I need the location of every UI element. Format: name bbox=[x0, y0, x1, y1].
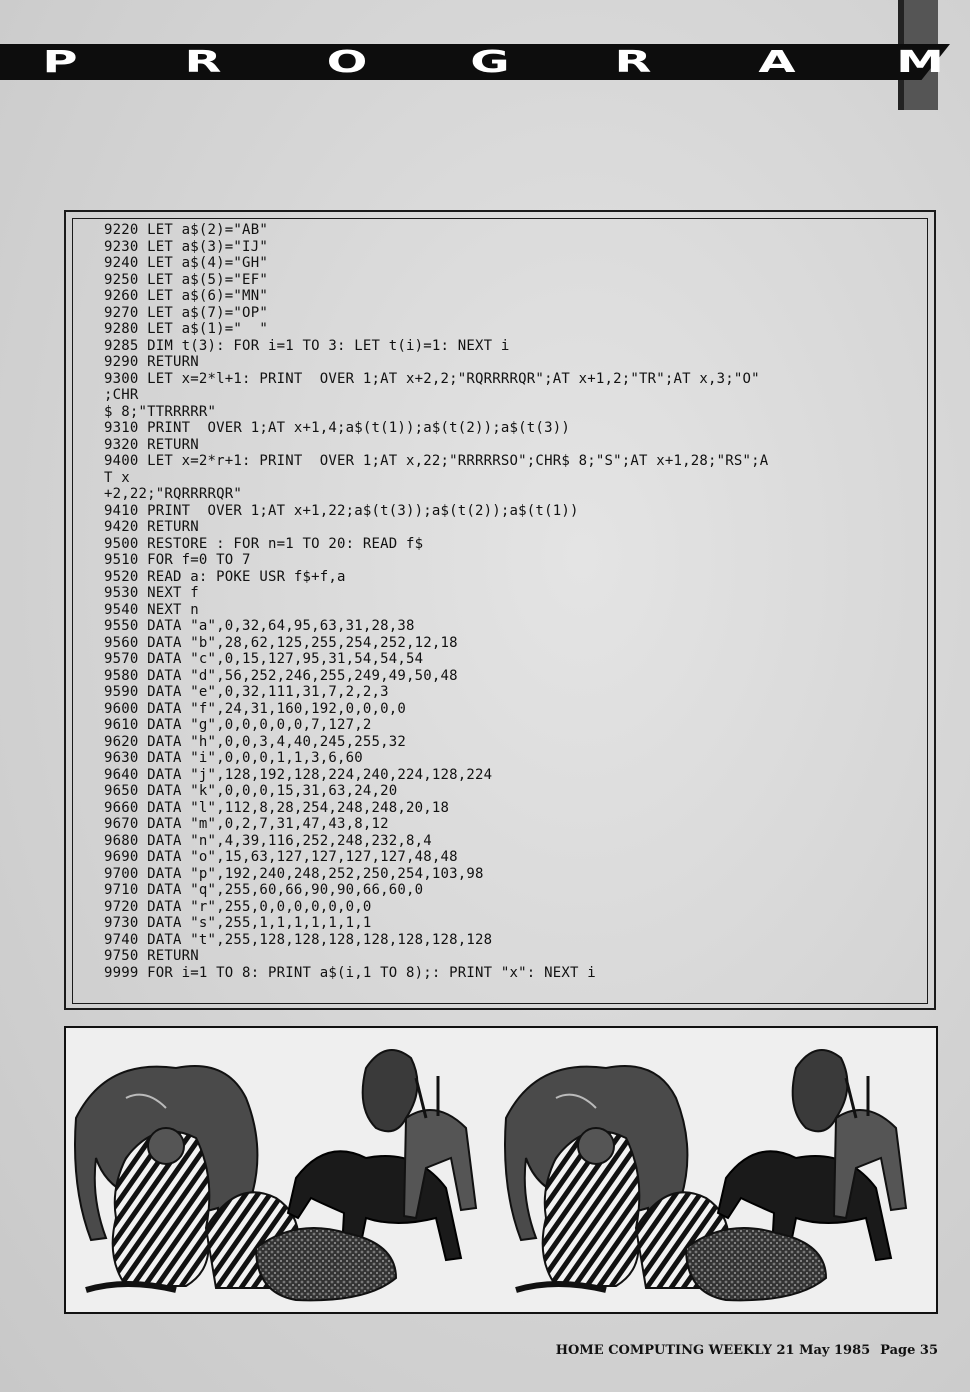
code-line: 9650 DATA "k",0,0,0,15,31,63,24,20 bbox=[104, 783, 398, 799]
code-line: 9280 LET a$(1)=" " bbox=[104, 321, 268, 337]
code-line: 9520 READ a: POKE USR f$+f,a bbox=[104, 568, 346, 585]
code-line: 9270 LET a$(7)="OP" bbox=[104, 304, 268, 321]
code-line: 9670 DATA "m",0,2,7,31,47,43,8,12 bbox=[104, 816, 389, 832]
code-line: 9600 DATA "f",24,31,160,192,0,0,0,0 bbox=[104, 700, 407, 717]
code-line: 9420 RETURN bbox=[104, 519, 199, 535]
animal-illustration bbox=[64, 1026, 938, 1314]
code-line: 9590 DATA "e",0,32,111,31,7,2,2,3 bbox=[104, 684, 389, 700]
code-line: 9560 DATA "b",28,62,125,255,254,252,12,18 bbox=[104, 634, 458, 651]
code-line: T x bbox=[104, 469, 130, 486]
code-line: 9300 LET x=2*l+1: PRINT OVER 1;AT x+2,2;"RQRRRRQR";AT x+1,2;"TR";AT x,3;"O" bbox=[104, 370, 760, 387]
code-line: +2,22;"RQRRRRQR" bbox=[104, 486, 243, 502]
code-line: 9320 RETURN bbox=[104, 436, 199, 453]
code-line: 9620 DATA "h",0,0,3,4,40,245,255,32 bbox=[104, 733, 407, 750]
code-line: 9250 LET a$(5)="EF" bbox=[104, 271, 268, 288]
page-footer bbox=[556, 1343, 938, 1358]
title-letter: R bbox=[184, 44, 222, 80]
code-line: 9999 FOR i=1 TO 8: PRINT a$(i,1 TO 8);: PRINT "x": NEXT i bbox=[104, 964, 596, 981]
code-line: ;CHR bbox=[104, 387, 139, 403]
program-listing bbox=[104, 222, 924, 981]
code-line: 9530 NEXT f bbox=[104, 585, 199, 601]
code-line: 9510 FOR f=0 TO 7 bbox=[104, 552, 251, 568]
code-line: 9660 DATA "l",112,8,28,254,248,248,20,18 bbox=[104, 799, 450, 816]
code-line: 9230 LET a$(3)="IJ" bbox=[104, 238, 268, 255]
code-line: 9750 RETURN bbox=[104, 948, 199, 964]
title-letter: O bbox=[326, 44, 368, 80]
code-line: 9400 LET x=2*r+1: PRINT OVER 1;AT x,22;"RRRRRSO";CHR$ 8;"S";AT x+1,28;"RS";A bbox=[104, 453, 769, 469]
publication-info: HOME COMPUTING WEEKLY 21 May 1985 bbox=[555, 1343, 871, 1358]
code-line: 9540 NEXT n bbox=[104, 601, 199, 618]
code-line: 9630 DATA "i",0,0,0,1,1,3,6,60 bbox=[104, 750, 363, 766]
section-title bbox=[30, 44, 950, 80]
title-letter: M bbox=[896, 44, 944, 80]
code-line: 9310 PRINT OVER 1;AT x+1,4;a$(t(1));a$(t(2));a$(t(3)) bbox=[104, 420, 570, 436]
code-line: 9680 DATA "n",4,39,116,252,248,232,8,4 bbox=[104, 832, 432, 849]
code-line: 9500 RESTORE : FOR n=1 TO 20: READ f$ bbox=[104, 535, 424, 552]
code-line: 9240 LET a$(4)="GH" bbox=[104, 255, 268, 271]
code-line: 9730 DATA "s",255,1,1,1,1,1,1,1 bbox=[104, 915, 372, 931]
code-line: 9720 DATA "r",255,0,0,0,0,0,0,0 bbox=[104, 898, 372, 915]
code-line: 9290 RETURN bbox=[104, 354, 199, 370]
page-number: Page 35 bbox=[880, 1343, 938, 1358]
code-line: 9700 DATA "p",192,240,248,252,250,254,103,98 bbox=[104, 865, 484, 882]
code-line: 9260 LET a$(6)="MN" bbox=[104, 288, 268, 304]
title-letter: P bbox=[42, 44, 78, 80]
title-letter: R bbox=[614, 44, 652, 80]
code-line: 9580 DATA "d",56,252,246,255,249,49,50,48 bbox=[104, 667, 458, 684]
code-line: 9710 DATA "q",255,60,66,90,90,66,60,0 bbox=[104, 882, 424, 898]
title-letter: A bbox=[758, 44, 796, 80]
code-line: $ 8;"TTRRRRR" bbox=[104, 403, 217, 420]
code-line: 9550 DATA "a",0,32,64,95,63,31,28,38 bbox=[104, 618, 415, 634]
code-line: 9570 DATA "c",0,15,127,95,31,54,54,54 bbox=[104, 651, 424, 667]
code-line: 9220 LET a$(2)="AB" bbox=[104, 222, 268, 238]
code-line: 9610 DATA "g",0,0,0,0,0,7,127,2 bbox=[104, 717, 372, 733]
code-line: 9640 DATA "j",128,192,128,224,240,224,128,224 bbox=[104, 766, 493, 783]
code-line: 9410 PRINT OVER 1;AT x+1,22;a$(t(3));a$(t(2));a$(t(1)) bbox=[104, 502, 579, 519]
code-line: 9740 DATA "t",255,128,128,128,128,128,128,128 bbox=[104, 931, 493, 948]
code-line: 9285 DIM t(3): FOR i=1 TO 3: LET t(i)=1: NEXT i bbox=[104, 337, 510, 354]
code-line: 9690 DATA "o",15,63,127,127,127,127,48,48 bbox=[104, 849, 458, 865]
title-letter: G bbox=[470, 44, 510, 80]
animal-artwork bbox=[66, 1028, 936, 1312]
